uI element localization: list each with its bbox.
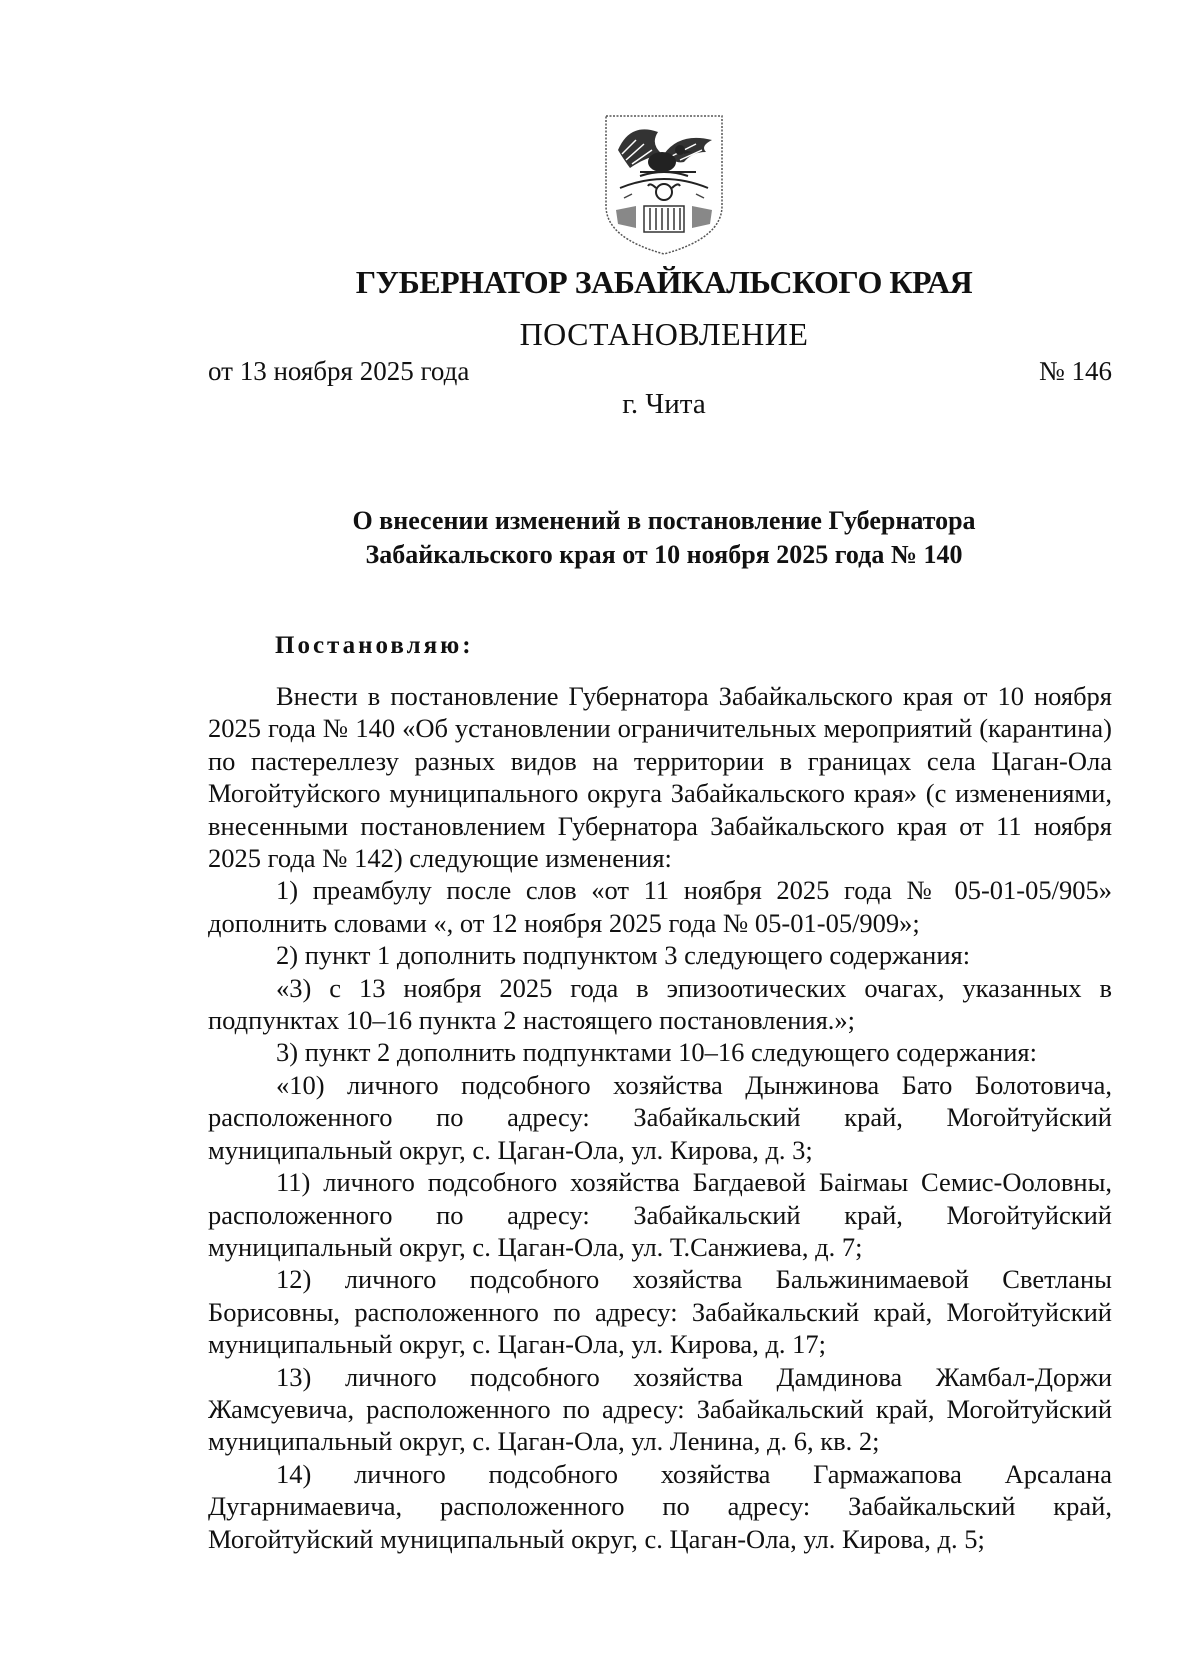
- body-paragraph: 1) преамбулу после слов «от 11 ноября 2025 года № 05-01-05/905» дополнить словами «, от 12 ноября 2025 года № 05-01-05/909»;: [208, 875, 1112, 938]
- body-paragraph: 13) личного подсобного хозяйства Дамдинова Жамбал-Доржи Жамсуевича, расположенного по адресу: Забайкальский край, Могойтуйский муниципальный округ, с. Цаган-Ола, ул. Ленина, д. 6, кв. 2;: [208, 1361, 1112, 1457]
- document-title-line-2: Забайкальского края от 10 ноября 2025 года № 140: [365, 540, 963, 569]
- body-paragraph: Внести в постановление Губернатора Забайкальского края от 10 ноября 2025 года № 140 «Об установлении ограничительных мероприятий (карантина) по пастереллезу разных видов на территории в границах села Цаган-Ола Могойтуйского муниципального округа Забайкальского края» (с изменениями, внесенными постановлением Губернатора Забайкальского края от 11 ноября 2025 года № 142) следующие изменения:: [208, 681, 1112, 874]
- body-paragraph: 14) личного подсобного хозяйства Гармажапова Арсалана Дугарнимаевича, расположенного по адресу: Забайкальский край, Могойтуйский муниципальный округ, с. Цаган-Ола, ул. Кирова, д. 5;: [208, 1458, 1112, 1554]
- body-paragraph: «10) личного подсобного хозяйства Дынжинова Бато Болотовича, расположенного по адресу: Забайкальский край, Могойтуйский муниципальный округ, с. Цаган-Ола, ул. Кирова, д. 3;: [208, 1069, 1112, 1165]
- body-paragraph: 3) пункт 2 дополнить подпунктами 10–16 следующего содержания:: [276, 1037, 1037, 1068]
- document-number: № 146: [1038, 356, 1112, 386]
- decree-word: Постановляю:: [275, 632, 474, 659]
- document-date: от 13 ноября 2025 года: [208, 356, 470, 386]
- document-city: г. Чита: [622, 388, 706, 420]
- document-title: [280, 504, 1048, 572]
- body-paragraph: «3) с 13 ноября 2025 года в эпизоотических очагах, указанных в подпунктах 10–16 пункта 2 настоящего постановления.»;: [208, 972, 1112, 1036]
- document-type: ПОСТАНОВЛЕНИЕ: [519, 316, 809, 352]
- issuing-authority: ГУБЕРНАТОР ЗАБАЙКАЛЬСКОГО КРАЯ: [355, 264, 973, 300]
- coat-of-arms-icon: [600, 110, 728, 258]
- body-paragraph: 2) пункт 1 дополнить подпунктом 3 следующего содержания:: [276, 940, 971, 971]
- body-paragraph: 12) личного подсобного хозяйства Бальжинимаевой Светланы Борисовны, расположенного по адресу: Забайкальский край, Могойтуйский муниципальный округ, с. Цаган-Ола, ул. Кирова, д. 17;: [208, 1264, 1112, 1360]
- document-body: [208, 680, 1112, 1555]
- body-paragraph: 11) личного подсобного хозяйства Багдаевой Баirмаы Семис-Ооловны, расположенного по адресу: Забайкальский край, Могойтуйский муниципальный округ, с. Цаган-Ола, ул. Т.Санжиева, д. 7;: [208, 1167, 1112, 1262]
- document-title-line-1: О внесении изменений в постановление Губернатора: [352, 506, 976, 535]
